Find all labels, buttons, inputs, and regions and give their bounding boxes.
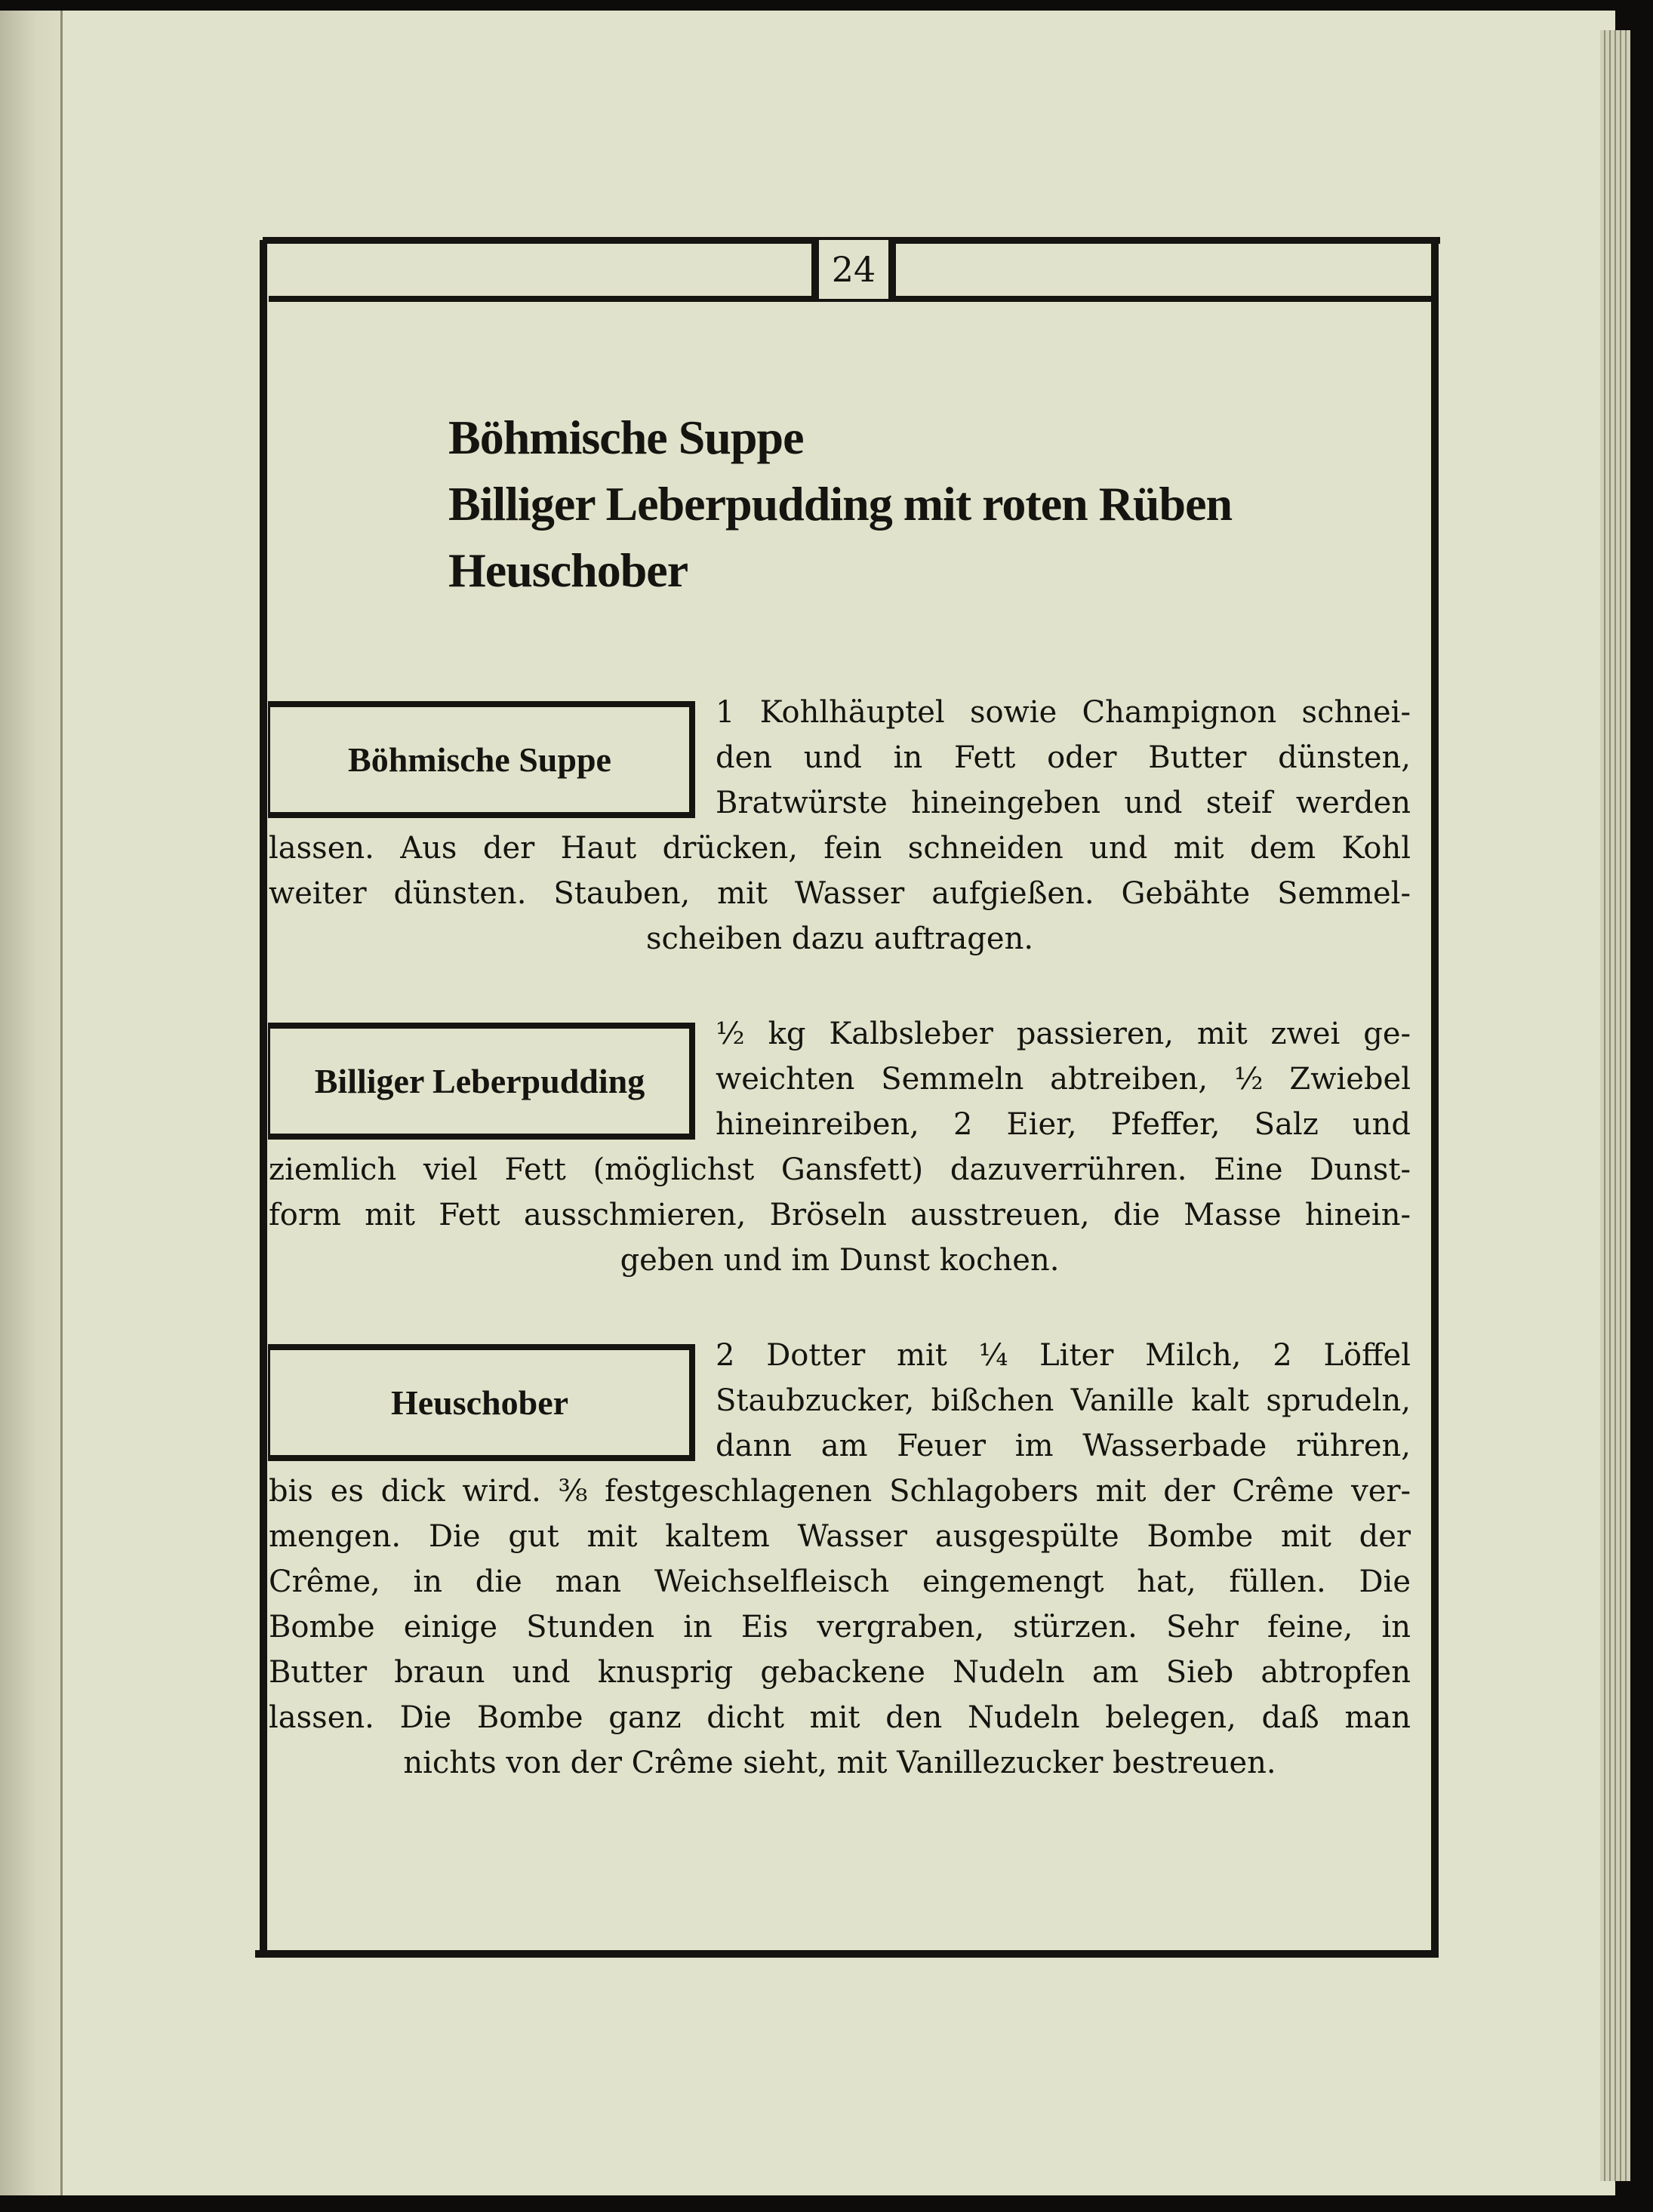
recipe-text-line: Butter braun und knusprig gebackene Nudeln am Sieb abtropfen (269, 1655, 1411, 1690)
page-titles (448, 405, 1232, 604)
recipe-text-line: weichten Semmeln abtreiben, ½ Zwiebel (716, 1062, 1411, 1097)
recipe-text-line: 2 Dotter mit ¼ Liter Milch, 2 Löffel (716, 1338, 1411, 1373)
recipe-text-line: weiter dünsten. Stauben, mit Wasser aufgießen. Gebähte Semmel- (269, 876, 1411, 911)
recipe-text-line: lassen. Aus der Haut drücken, fein schneiden und mit dem Kohl (269, 831, 1411, 866)
recipe-label-box: Heuschober (268, 1344, 695, 1461)
frame-left-rule (260, 240, 267, 1958)
recipe-text-line: lassen. Die Bombe ganz dicht mit den Nudeln belegen, daß man (269, 1700, 1411, 1735)
recipe-text-line: Bratwürste hineingeben und steif werden (716, 786, 1411, 820)
recipe-text-line: 1 Kohlhäuptel sowie Champignon schnei- (716, 695, 1411, 730)
recipe-text-line: bis es dick wird. ⅜ festgeschlagenen Schlagobers mit der Crême ver- (269, 1474, 1411, 1509)
recipe-text-line: ½ kg Kalbsleber passieren, mit zwei ge- (716, 1017, 1411, 1051)
page-stack-edge (1600, 30, 1630, 2181)
recipe-text-line: hineinreiben, 2 Eier, Pfeffer, Salz und (716, 1107, 1411, 1142)
frame-bottom-rule (255, 1950, 1439, 1958)
page-number: 24 (811, 240, 896, 299)
recipe-text-line: ziemlich viel Fett (möglichst Gansfett) dazuverrühren. Eine Dunst- (269, 1152, 1411, 1187)
frame-right-rule (1431, 240, 1439, 1958)
recipe-text-line: mengen. Die gut mit kaltem Wasser ausgespülte Bombe mit der (269, 1519, 1411, 1554)
title-line: Böhmische Suppe (448, 411, 804, 464)
recipe-text-line: dann am Feuer im Wasserbade rühren, (716, 1429, 1411, 1463)
recipe-text-line: den und in Fett oder Butter dünsten, (716, 740, 1411, 775)
recipe-label-box: Böhmische Suppe (268, 701, 695, 818)
recipe-text-line: form mit Fett ausschmieren, Bröseln ausstreuen, die Masse hinein- (269, 1198, 1411, 1232)
title-line: Heuschober (448, 543, 688, 597)
recipe-text-line: Staubzucker, bißchen Vanille kalt sprudeln, (716, 1383, 1411, 1418)
recipe-text-line: Bombe einige Stunden in Eis vergraben, stürzen. Sehr feine, in (269, 1610, 1411, 1644)
title-line: Billiger Leberpudding mit roten Rüben (448, 477, 1233, 531)
book-gutter (0, 11, 63, 2195)
recipe-text-line: scheiben dazu auftragen. (645, 921, 1034, 956)
recipe-label-box: Billiger Leberpudding (268, 1023, 695, 1140)
recipe-text-line: Crême, in die man Weichselfleisch eingemengt hat, füllen. Die (269, 1564, 1411, 1599)
recipe-text-line: nichts von der Crême sieht, mit Vanillezucker bestreuen. (403, 1746, 1276, 1780)
recipe-text-line: geben und im Dunst kochen. (620, 1243, 1060, 1278)
